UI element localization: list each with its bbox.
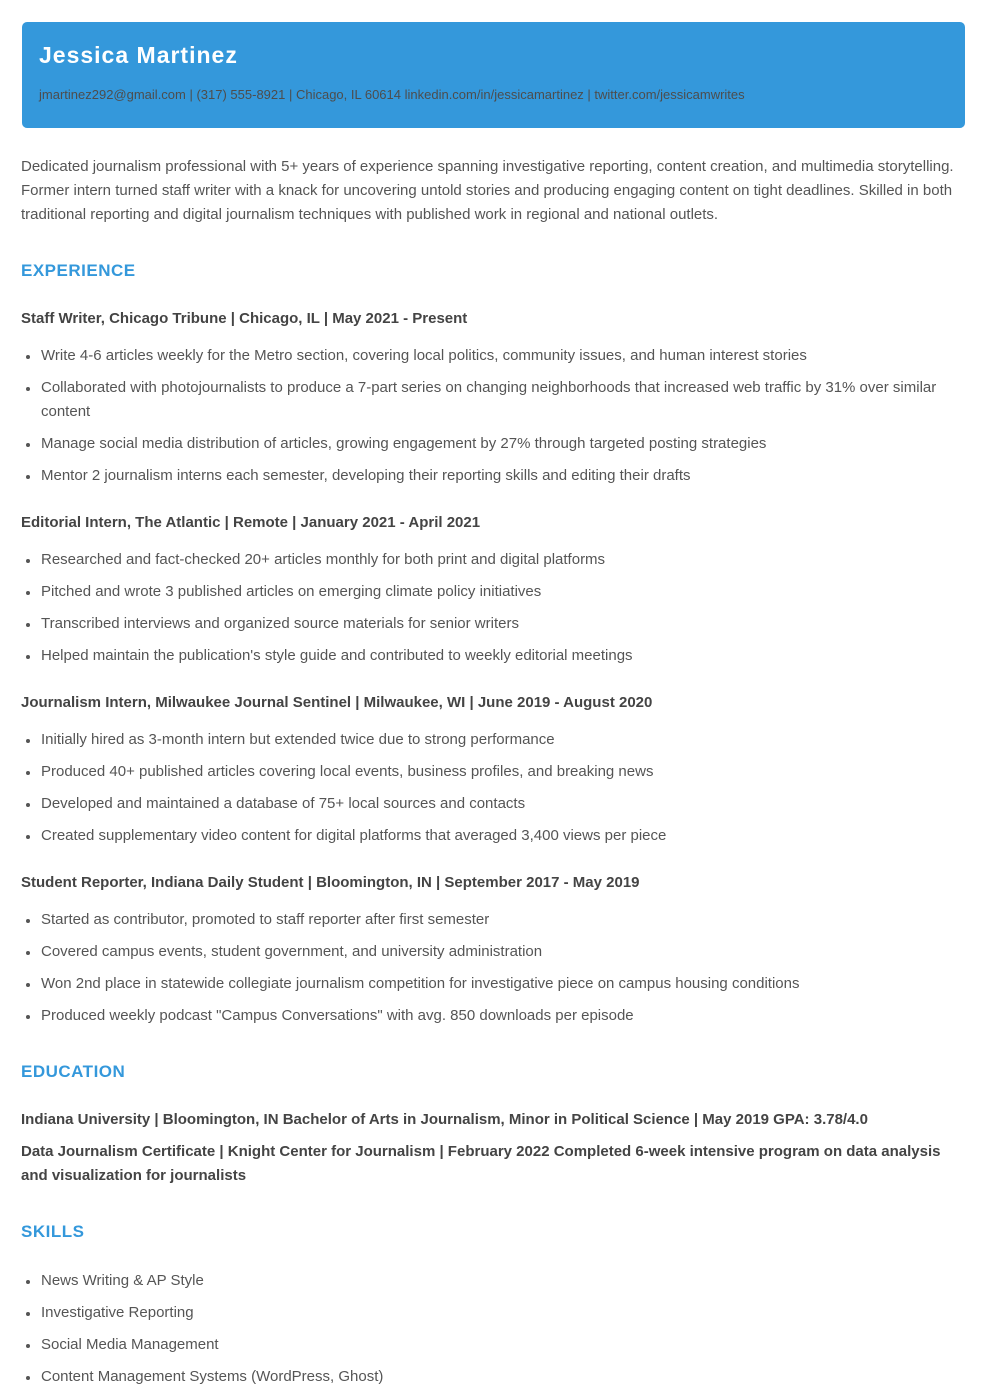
job-bullet: • Manage social media distribution of articles, growing engagement by 27% through targeted posting strategies — [40, 432, 966, 456]
job-title: Student Reporter, Indiana Daily Student | Bloomington, IN | September 2017 - May 2019 — [21, 873, 640, 891]
section-heading-education: EDUCATION — [21, 1061, 126, 1081]
job-bullet: • Pitched and wrote 3 published articles on emerging climate policy initiatives — [40, 580, 966, 604]
skill-item: • Investigative Reporting — [40, 1301, 966, 1325]
job-bullet-list — [21, 548, 966, 668]
section-heading-skills: SKILLS — [21, 1222, 85, 1242]
experience-job — [21, 308, 966, 488]
skill-item: • Social Media Management — [40, 1333, 966, 1357]
job-bullet-list — [21, 728, 966, 848]
skills-list — [21, 1269, 966, 1389]
job-bullet: • Produced 40+ published articles covering local events, business profiles, and breaking news — [40, 760, 966, 784]
contact-line: jmartinez292@gmail.com | (317) 555-8921 | Chicago, IL 60614 linkedin.com/in/jessicamartinez | twitter.com/jessicamwrites — [39, 86, 745, 102]
job-bullet: • Produced weekly podcast "Campus Conversations" with avg. 850 downloads per episode — [40, 1004, 966, 1028]
resume-header — [22, 22, 965, 128]
job-title: Journalism Intern, Milwaukee Journal Sentinel | Milwaukee, WI | June 2019 - August 2020 — [21, 693, 653, 711]
job-title: Staff Writer, Chicago Tribune | Chicago, IL | May 2021 - Present — [21, 309, 468, 327]
job-bullet: • Covered campus events, student government, and university administration — [40, 940, 966, 964]
job-title: Editorial Intern, The Atlantic | Remote | January 2021 - April 2021 — [21, 513, 481, 531]
job-bullet: • Write 4-6 articles weekly for the Metro section, covering local politics, community issues, and human interest stories — [40, 344, 966, 368]
job-bullet: • Helped maintain the publication's style guide and contributed to weekly editorial meetings — [40, 644, 966, 668]
job-bullet: • Researched and fact-checked 20+ articles monthly for both print and digital platforms — [40, 548, 966, 572]
job-bullet-list — [21, 908, 966, 1028]
education-entry: Data Journalism Certificate | Knight Center for Journalism | February 2022 Completed 6-week intensive program on data analysis and visualization for journalists — [21, 1143, 941, 1185]
experience-job — [21, 872, 966, 1028]
job-bullet: • Won 2nd place in statewide collegiate journalism competition for investigative piece on campus housing conditions — [40, 972, 966, 996]
job-bullet: • Collaborated with photojournalists to produce a 7-part series on changing neighborhoods that increased web traffic by 31% over similar content — [40, 376, 966, 424]
job-bullet: • Developed and maintained a database of 75+ local sources and contacts — [40, 792, 966, 816]
skill-item: • News Writing & AP Style — [40, 1269, 966, 1293]
experience-job — [21, 512, 966, 668]
job-bullet: • Initially hired as 3-month intern but extended twice due to strong performance — [40, 728, 966, 752]
summary-paragraph: Dedicated journalism professional with 5+ years of experience spanning investigative reporting, content creation, and multimedia storytelling. Former intern turned staff writer with a knack for uncovering untold stories and producing engaging content on tight deadlines. Skilled in both traditional reporting and digital journalism techniques with published work in regional and national outlets. — [21, 158, 954, 224]
job-bullet: • Transcribed interviews and organized source materials for senior writers — [40, 612, 966, 636]
job-bullet: • Started as contributor, promoted to staff reporter after first semester — [40, 908, 966, 932]
education-entry: Indiana University | Bloomington, IN Bachelor of Arts in Journalism, Minor in Political Science | May 2019 GPA: 3.78/4.0 — [21, 1111, 868, 1129]
experience-job — [21, 692, 966, 848]
name-heading: Jessica Martinez — [39, 42, 238, 68]
section-heading-experience: EXPERIENCE — [21, 261, 136, 281]
job-bullet: • Created supplementary video content for digital platforms that averaged 3,400 views per piece — [40, 824, 966, 848]
skill-item: • Content Management Systems (WordPress, Ghost) — [40, 1365, 966, 1389]
job-bullet-list — [21, 344, 966, 488]
job-bullet: • Mentor 2 journalism interns each semester, developing their reporting skills and editing their drafts — [40, 464, 966, 488]
